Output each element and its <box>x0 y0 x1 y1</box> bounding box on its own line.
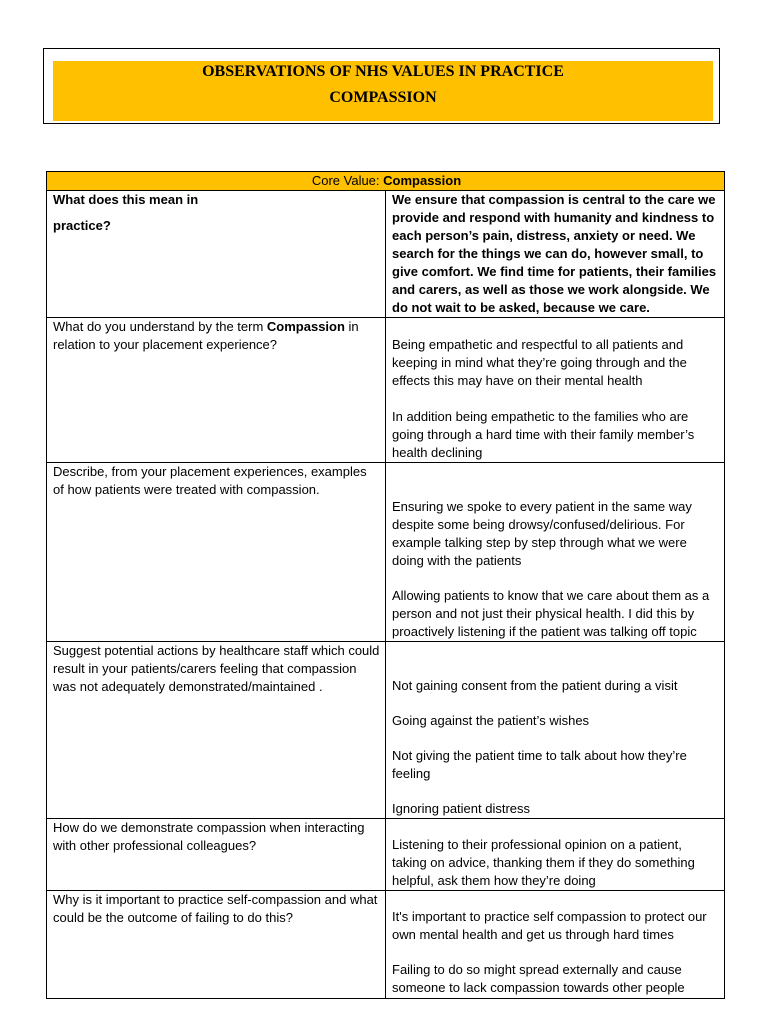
answer-text: In addition being empathetic to the families who are going through a hard time with their family member’s health declining <box>392 409 695 460</box>
table-row <box>47 642 725 819</box>
question-cell <box>47 642 386 819</box>
answer-cell <box>386 318 725 463</box>
core-value-row <box>47 172 725 191</box>
question-line: practice? <box>53 218 111 233</box>
answer-text: Listening to their professional opinion on a patient, taking on advice, thanking them if they do something helpful, ask them how they’re doing <box>392 837 695 888</box>
document-title: OBSERVATIONS OF NHS VALUES IN PRACTICE <box>202 63 564 80</box>
core-value-header <box>47 172 725 191</box>
question-text: How do we demonstrate compassion when interacting with other professional colleagues? <box>53 820 365 853</box>
answer-text: It's important to practice self compassion to protect our own mental health and get us through hard times <box>392 909 707 942</box>
question-cell <box>47 463 386 642</box>
core-value-name: Compassion <box>383 173 462 188</box>
question-cell <box>47 318 386 463</box>
question-text: Suggest potential actions by healthcare staff which could result in your patients/carers feeling that compassion was not adequately demonstrated/maintained . <box>53 643 380 694</box>
document-subtitle: COMPASSION <box>329 89 437 106</box>
answer-cell <box>386 819 725 891</box>
table-row <box>47 463 725 642</box>
question-cell <box>47 191 386 318</box>
answer-text: Not giving the patient time to talk about how they’re feeling <box>392 748 687 781</box>
question-text: in relation to your placement experience? <box>53 319 359 352</box>
question-keyword: Compassion <box>266 319 345 334</box>
answer-text: Allowing patients to know that we care about them as a person and not just their physical health. I did this by proactively listening if the patient was talking off topic <box>392 588 710 639</box>
question-text: What do you understand by the term <box>53 319 267 334</box>
title-box <box>43 48 720 124</box>
title-banner <box>53 61 713 121</box>
answer-text: Not gaining consent from the patient during a visit <box>392 678 678 693</box>
answer-cell <box>386 642 725 819</box>
question-text: Describe, from your placement experiences, examples of how patients were treated with compassion. <box>53 464 367 497</box>
answer-text: Failing to do so might spread externally and cause someone to lack compassion towards other people <box>392 962 685 995</box>
question-line: What does this mean in <box>53 192 199 207</box>
answer-cell <box>386 463 725 642</box>
question-text: Why is it important to practice self-compassion and what could be the outcome of failing to do this? <box>53 892 378 925</box>
answer-text: Going against the patient’s wishes <box>392 713 590 728</box>
table-row <box>47 891 725 999</box>
core-value-label: Core Value: <box>311 173 384 188</box>
table-row <box>47 318 725 463</box>
question-cell <box>47 819 386 891</box>
table-row <box>47 819 725 891</box>
answer-cell <box>386 191 725 318</box>
answer-cell <box>386 891 725 999</box>
question-cell <box>47 891 386 999</box>
answer-text: We ensure that compassion is central to the care we provide and respond with humanity and kindness to each person’s pain, distress, anxiety or need. We search for the things we can do, however small, to give comfort. We find time for patients, their families and carers, as well as those we work alongside. We do not wait to be asked, because we care. <box>392 192 717 315</box>
answer-text: Being empathetic and respectful to all patients and keeping in mind what they’re going through and the effects this may have on their mental health <box>392 337 687 388</box>
values-table <box>46 171 725 999</box>
table-row <box>47 191 725 318</box>
answer-text: Ensuring we spoke to every patient in the same way despite some being drowsy/confused/delirious. For example talking step by step through what we were doing with the patients <box>392 499 692 568</box>
answer-text: Ignoring patient distress <box>392 801 531 816</box>
